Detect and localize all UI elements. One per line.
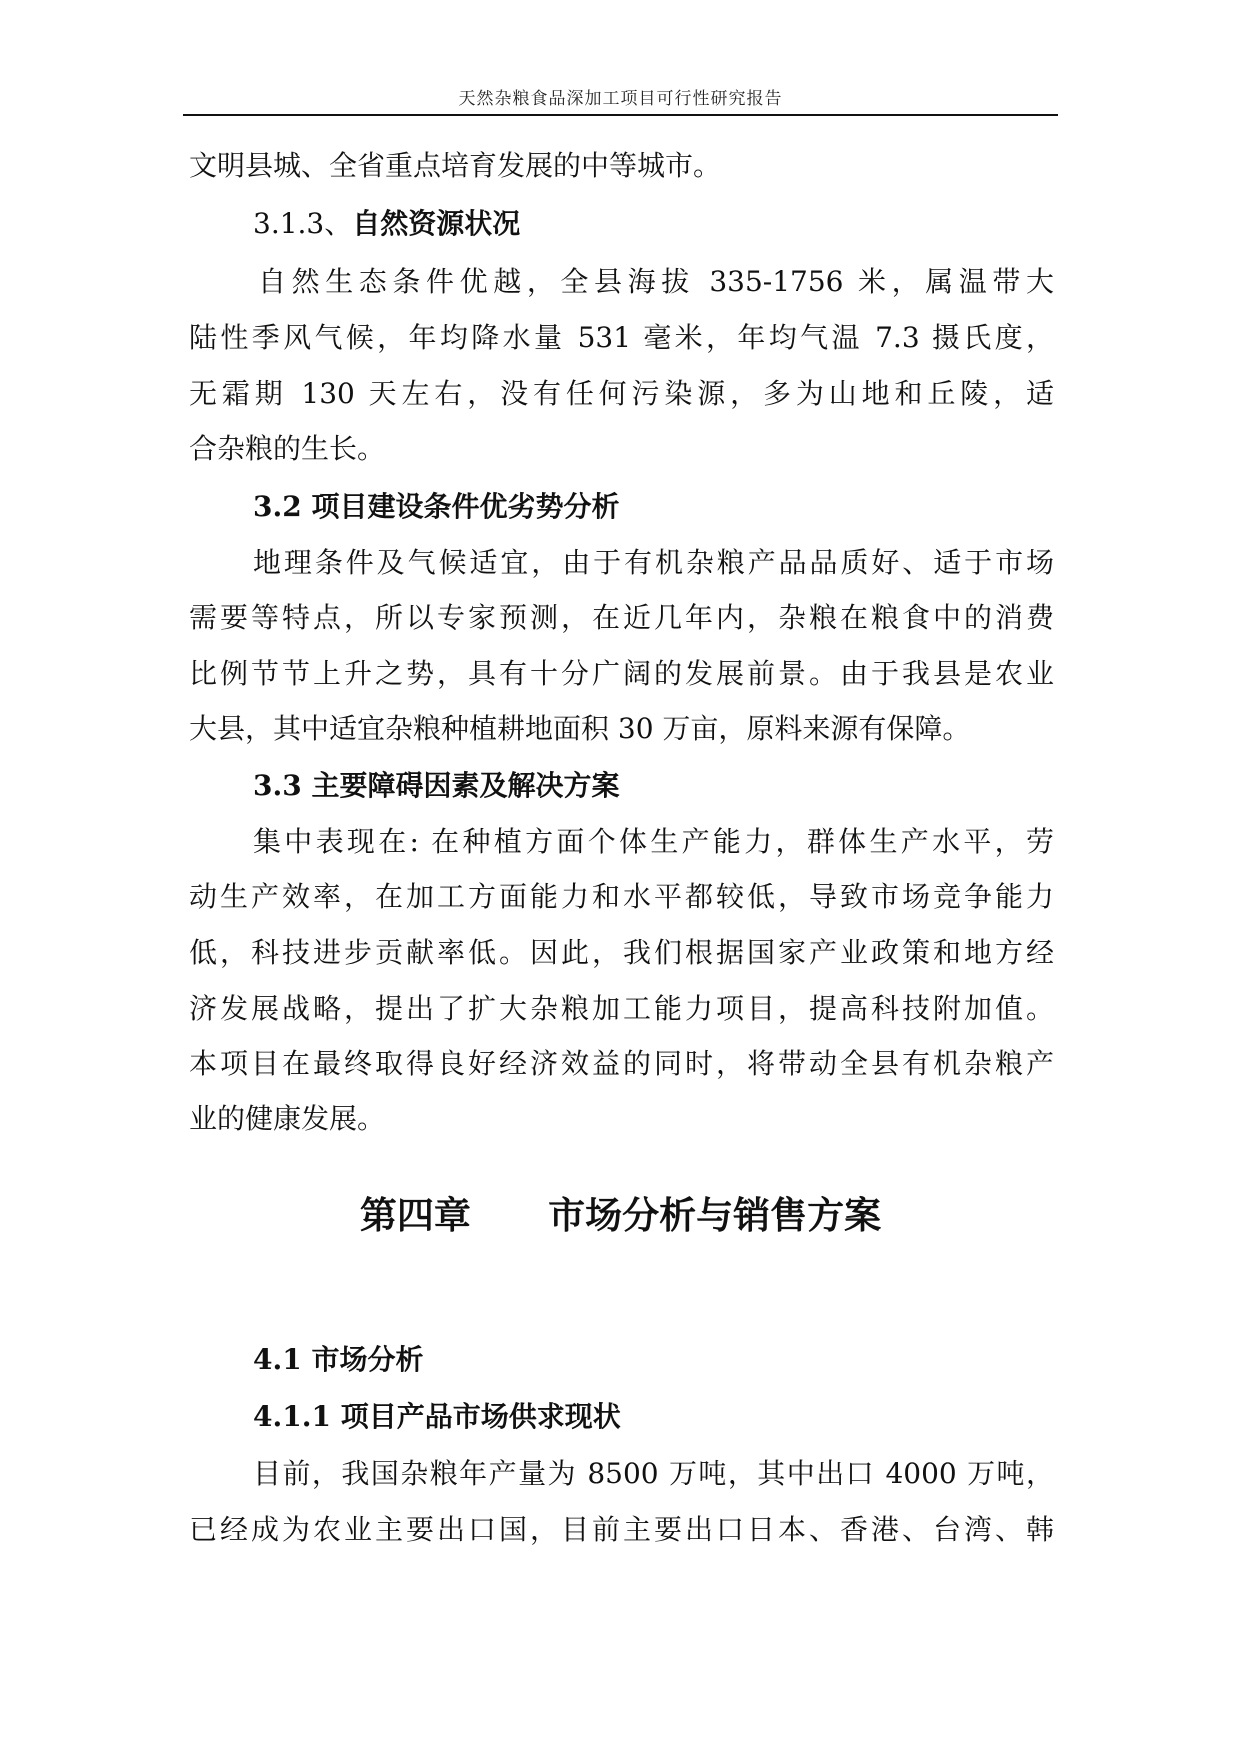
body-line: 本项目在最终取得良好经济效益的同时，将带动全县有机杂粮产 <box>189 1047 1054 1080</box>
body-line: 无霜期 130 天左右，没有任何污染源，多为山地和丘陵，适 <box>189 377 1054 410</box>
chapter-title: 第四章 市场分析与销售方案 <box>359 1193 882 1237</box>
header-rule <box>183 114 1058 116</box>
section-heading-3-3: 3.3 主要障碍因素及解决方案 <box>253 769 620 802</box>
section-heading-3-1-3 <box>253 204 520 244</box>
body-line: 需要等特点，所以专家预测，在近几年内，杂粮在粮食中的消费 <box>189 601 1054 634</box>
body-line: 合杂粮的生长。 <box>189 432 386 465</box>
body-line: 已经成为农业主要出口国，目前主要出口日本、香港、台湾、韩 <box>189 1513 1054 1546</box>
section-title: 自然资源状况 <box>352 207 521 240</box>
body-line: 自然生态条件优越，全县海拔 335-1756 米，属温带大 <box>258 265 1054 298</box>
body-line: 业的健康发展。 <box>189 1102 386 1135</box>
section-heading-4-1: 4.1 市场分析 <box>253 1343 424 1376</box>
section-heading-3-2: 3.2 项目建设条件优劣势分析 <box>253 490 620 523</box>
body-line: 济发展战略，提出了扩大杂粮加工能力项目，提高科技附加值。 <box>189 992 1054 1025</box>
body-line: 陆性季风气候，年均降水量 531 毫米，年均气温 7.3 摄氏度， <box>189 321 1054 354</box>
body-line: 集中表现在: 在种植方面个体生产能力，群体生产水平，劳 <box>253 825 1054 858</box>
section-heading-4-1-1: 4.1.1 项目产品市场供求现状 <box>253 1400 621 1433</box>
body-line: 文明县城、全省重点培育发展的中等城市。 <box>189 149 722 182</box>
body-line: 目前，我国杂粮年产量为 8500 万吨，其中出口 4000 万吨， <box>253 1457 1054 1490</box>
body-line: 动生产效率，在加工方面能力和水平都较低，导致市场竞争能力 <box>189 880 1054 913</box>
body-line: 地理条件及气候适宜，由于有机杂粮产品品质好、适于市场 <box>253 546 1054 579</box>
body-line: 大县，其中适宜杂粮种植耕地面积 30 万亩，原料来源有保障。 <box>189 712 971 745</box>
body-line: 低，科技进步贡献率低。因此，我们根据国家产业政策和地方经 <box>189 936 1054 969</box>
running-header: 天然杂粮食品深加工项目可行性研究报告 <box>458 89 783 109</box>
body-line: 比例节节上升之势，具有十分广阔的发展前景。由于我县是农业 <box>189 657 1054 690</box>
section-number: 3.1.3、 <box>253 207 353 240</box>
